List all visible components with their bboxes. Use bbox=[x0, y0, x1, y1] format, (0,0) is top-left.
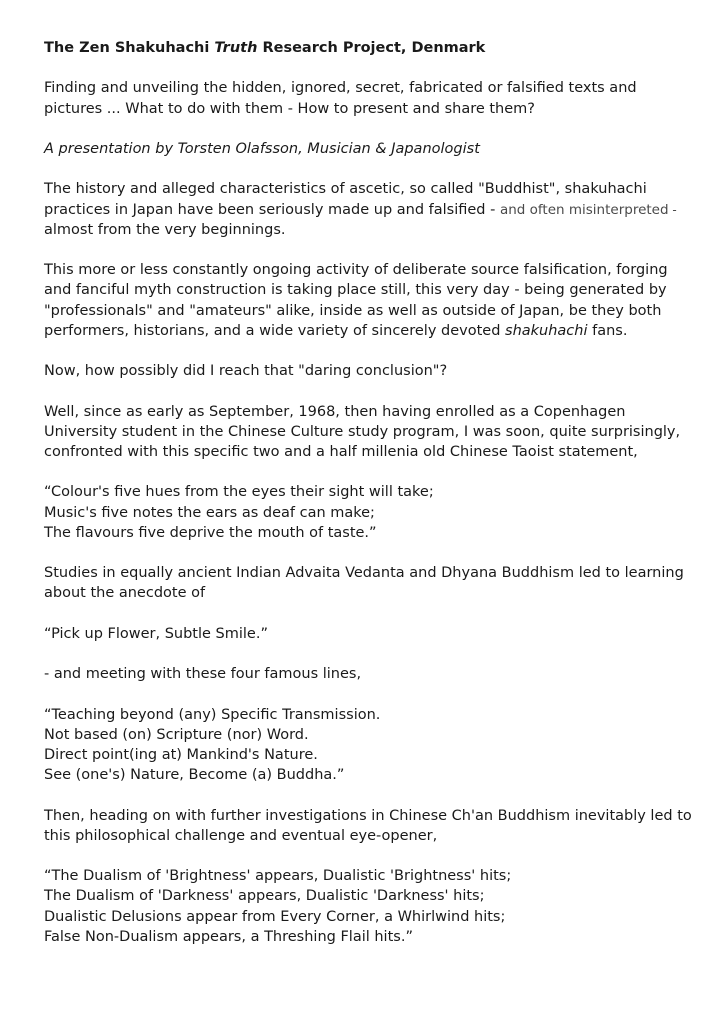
four-lines-quote bbox=[44, 705, 694, 786]
four-lines-quote-line: Not based (on) Scripture (nor) Word. bbox=[44, 726, 309, 743]
history-end-text: almost from the very beginnings. bbox=[44, 221, 286, 238]
title-prefix: The Zen Shakuhachi bbox=[44, 40, 215, 56]
dualism-quote-line: Dualistic Delusions appear from Every Corner, a Whirlwind hits; bbox=[44, 908, 506, 925]
copenhagen-paragraph: Well, since as early as September, 1968, then having enrolled as a Copenhagen University student in the Chinese Culture study program, I was soon, quite surprisingly, confronted with this specific two and a half millenia old Chinese Taoist statement, bbox=[44, 403, 681, 460]
dualism-quote-line: The Dualism of 'Darkness' appears, Dualistic 'Darkness' hits; bbox=[44, 888, 485, 905]
intro-paragraph: Finding and unveiling the hidden, ignored, secret, fabricated or falsified texts and pictures ... What to do with them - How to present and share them? bbox=[44, 80, 637, 117]
four-lines-quote-line: “Teaching beyond (any) Specific Transmission. bbox=[44, 706, 381, 723]
history-paragraph bbox=[44, 179, 694, 240]
falsification-emphasis: shakuhachi bbox=[505, 322, 588, 339]
taoist-quote-line: “Colour's five hues from the eyes their sight will take; bbox=[44, 484, 434, 501]
studies-paragraph: Studies in equally ancient Indian Advaita Vedanta and Dhyana Buddhism led to learning about the anecdote of bbox=[44, 565, 684, 602]
taoist-quote bbox=[44, 482, 694, 543]
byline: A presentation by Torsten Olafsson, Musician & Japanologist bbox=[44, 140, 480, 157]
dualism-quote-line: “The Dualism of 'Brightness' appears, Dualistic 'Brightness' hits; bbox=[44, 868, 512, 885]
taoist-quote-line: Music's five notes the ears as deaf can make; bbox=[44, 504, 375, 521]
title-emphasis: Truth bbox=[214, 40, 258, 56]
title-suffix: Research Project, Denmark bbox=[257, 40, 486, 56]
history-soft-text: and often misinterpreted bbox=[499, 201, 669, 218]
dualism-quote bbox=[44, 866, 694, 947]
dualism-quote-line: False Non-Dualism appears, a Threshing Flail hits.” bbox=[44, 928, 413, 945]
taoist-quote-line: The flavours five deprive the mouth of taste.” bbox=[44, 524, 377, 541]
falsification-paragraph bbox=[44, 260, 694, 341]
falsification-end-text: fans. bbox=[587, 322, 628, 339]
document-title bbox=[44, 38, 694, 58]
four-lines-intro: - and meeting with these four famous lines, bbox=[44, 666, 362, 683]
history-dash: - bbox=[668, 202, 677, 217]
chan-paragraph: Then, heading on with further investigations in Chinese Ch'an Buddhism inevitably led to this philosophical challenge and eventual eye-opener, bbox=[44, 807, 692, 844]
falsification-main-text: This more or less constantly ongoing activity of deliberate source falsification, forging and fanciful myth construction is taking place still, this very day - being generated by "professionals" and "amateurs" alike, inside as well as outside of Japan, be they both performers, historians, and a wide variety of sincerely devoted bbox=[44, 262, 668, 339]
four-lines-quote-line: Direct point(ing at) Mankind's Nature. bbox=[44, 746, 318, 763]
four-lines-quote-line: See (one's) Nature, Become (a) Buddha.” bbox=[44, 767, 345, 784]
document-page bbox=[44, 38, 694, 967]
flower-quote: “Pick up Flower, Subtle Smile.” bbox=[44, 625, 268, 642]
history-main-text: The history and alleged characteristics of ascetic, so called "Buddhist", shakuhachi practices in Japan have been seriously made up and falsified - bbox=[44, 181, 647, 218]
question-paragraph: Now, how possibly did I reach that "daring conclusion"? bbox=[44, 363, 448, 380]
